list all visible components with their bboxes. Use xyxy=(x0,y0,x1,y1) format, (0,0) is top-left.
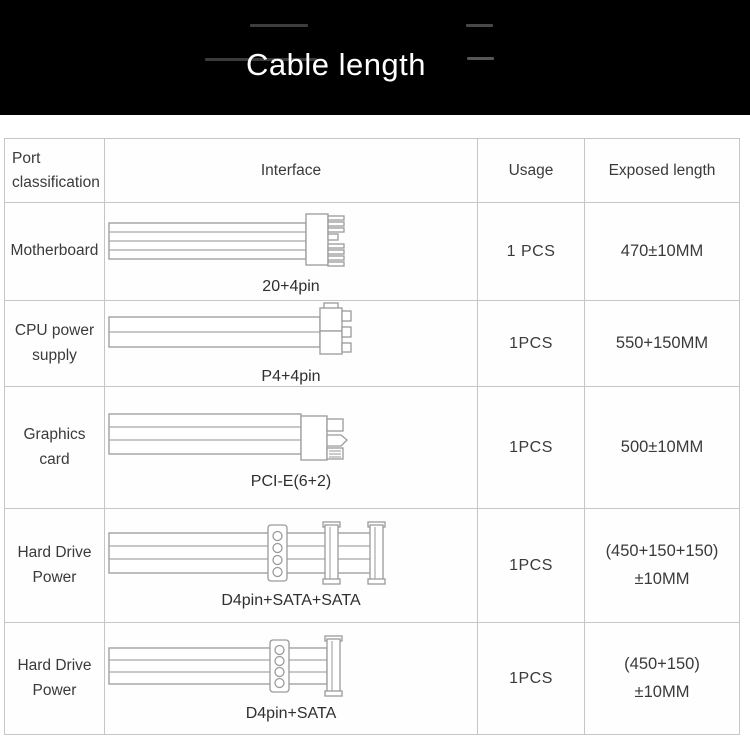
table-row-graphics-card xyxy=(5,387,740,509)
top-banner xyxy=(0,0,750,115)
col-header-interface: Interface xyxy=(105,139,478,203)
port-cell: CPU power supply xyxy=(5,301,105,387)
col-header-usage: Usage xyxy=(478,139,585,203)
table-row-cpu-power xyxy=(5,301,740,387)
usage-cell: 1PCS xyxy=(478,387,585,509)
usage-cell: 1 PCS xyxy=(478,203,585,301)
port-cell: Motherboard xyxy=(5,203,105,301)
cable-label: PCI-E(6+2) xyxy=(250,473,332,490)
d4pin-sata-cable-icon xyxy=(108,634,353,698)
table-row-hdd-power-1 xyxy=(5,509,740,623)
table-row-hdd-power-2 xyxy=(5,623,740,735)
usage-cell: 1PCS xyxy=(478,623,585,735)
cable-label: D4pin+SATA+SATA xyxy=(221,592,361,609)
table-header-row xyxy=(5,139,740,203)
exposed-length-cell: (450+150+150) ±10MM xyxy=(585,509,740,623)
exposed-length-cell: (450+150) ±10MM xyxy=(585,623,740,735)
port-cell: Graphics card xyxy=(5,387,105,509)
cable-label: 20+4pin xyxy=(262,278,320,295)
port-cell: Hard Drive Power xyxy=(5,509,105,623)
d4pin-sata-sata-cable-icon xyxy=(108,521,398,585)
cable-length-table xyxy=(4,138,740,735)
cable-label: P4+4pin xyxy=(261,368,321,385)
cpu-p4-4pin-cable-icon xyxy=(108,301,354,361)
usage-cell: 1PCS xyxy=(478,509,585,623)
col-header-exposed-length: Exposed length xyxy=(585,139,740,203)
photo-artifact-dash xyxy=(250,24,308,27)
exposed-length-cell: 470±10MM xyxy=(585,203,740,301)
atx-20-4pin-cable-icon xyxy=(108,207,348,271)
page-title: Cable length xyxy=(245,47,427,82)
usage-cell: 1PCS xyxy=(478,301,585,387)
photo-artifact-dash xyxy=(466,24,493,27)
exposed-length-cell: 500±10MM xyxy=(585,387,740,509)
exposed-length-cell: 550+150MM xyxy=(585,301,740,387)
pcie-6-2pin-cable-icon xyxy=(108,404,354,466)
port-cell: Hard Drive Power xyxy=(5,623,105,735)
cable-label: D4pin+SATA xyxy=(245,705,337,722)
col-header-port-classification: Port classification xyxy=(5,139,105,203)
table-row-motherboard xyxy=(5,203,740,301)
